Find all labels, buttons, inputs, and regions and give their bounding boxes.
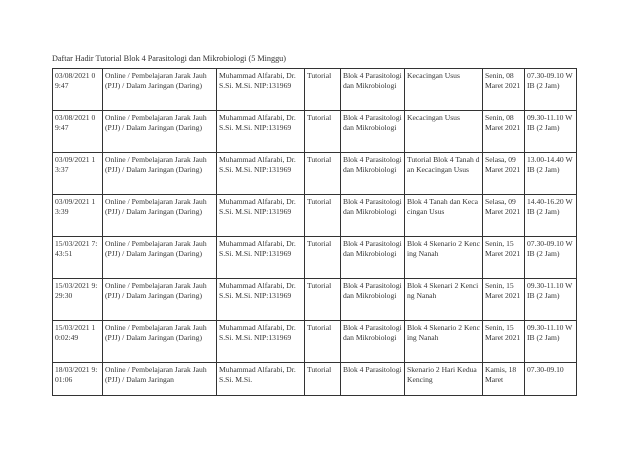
cell-day: Senin, 15 Maret 2021 bbox=[483, 279, 525, 321]
cell-day: Selasa, 09 Maret 2021 bbox=[483, 153, 525, 195]
cell-lecturer: Muhammad Alfarabi, Dr. S.Si. M.Si. bbox=[217, 363, 305, 396]
cell-mode: Online / Pembelajaran Jarak Jauh (PJJ) / Dalam Jaringan (Daring) bbox=[103, 195, 217, 237]
cell-timestamp: 18/03/2021 9:01:06 bbox=[53, 363, 103, 396]
cell-mode: Online / Pembelajaran Jarak Jauh (PJJ) / Dalam Jaringan (Daring) bbox=[103, 69, 217, 111]
cell-type: Tutorial bbox=[305, 195, 341, 237]
cell-block: Blok 4 Parasitologi dan Mikrobiologi bbox=[341, 321, 405, 363]
cell-time: 07.30-09.10 WIB (2 Jam) bbox=[525, 237, 577, 279]
cell-timestamp: 15/03/2021 9:29:30 bbox=[53, 279, 103, 321]
cell-mode: Online / Pembelajaran Jarak Jauh (PJJ) / Dalam Jaringan (Daring) bbox=[103, 237, 217, 279]
table-row bbox=[53, 153, 577, 195]
cell-topic: Kecacingan Usus bbox=[405, 111, 483, 153]
cell-block: Blok 4 Parasitologi dan Mikrobiologi bbox=[341, 279, 405, 321]
table-row bbox=[53, 279, 577, 321]
table-row bbox=[53, 69, 577, 111]
cell-block: Blok 4 Parasitologi dan Mikrobiologi bbox=[341, 69, 405, 111]
cell-block: Blok 4 Parasitologi dan Mikrobiologi bbox=[341, 111, 405, 153]
cell-day: Senin, 15 Maret 2021 bbox=[483, 237, 525, 279]
cell-type: Tutorial bbox=[305, 363, 341, 396]
cell-timestamp: 15/03/2021 10:02:49 bbox=[53, 321, 103, 363]
cell-day: Senin, 08 Maret 2021 bbox=[483, 111, 525, 153]
cell-lecturer: Muhammad Alfarabi, Dr. S.Si. M.Si. NIP:131969 bbox=[217, 153, 305, 195]
cell-topic: Blok 4 Tanah dan Kecacingan Usus bbox=[405, 195, 483, 237]
cell-day: Senin, 15 Maret 2021 bbox=[483, 321, 525, 363]
cell-lecturer: Muhammad Alfarabi, Dr. S.Si. M.Si. NIP:131969 bbox=[217, 195, 305, 237]
table-row bbox=[53, 111, 577, 153]
cell-topic: Tutorial Blok 4 Tanah dan Kecacingan Usus bbox=[405, 153, 483, 195]
cell-lecturer: Muhammad Alfarabi, Dr. S.Si. M.Si. NIP:131969 bbox=[217, 111, 305, 153]
cell-time: 13.00-14.40 WIB (2 Jam) bbox=[525, 153, 577, 195]
cell-timestamp: 03/08/2021 09:47 bbox=[53, 69, 103, 111]
cell-topic: Skenario 2 Hari Kedua Kencing bbox=[405, 363, 483, 396]
cell-type: Tutorial bbox=[305, 111, 341, 153]
cell-topic: Blok 4 Skenario 2 Kencing Nanah bbox=[405, 237, 483, 279]
cell-type: Tutorial bbox=[305, 69, 341, 111]
cell-lecturer: Muhammad Alfarabi, Dr. S.Si. M.Si. NIP:131969 bbox=[217, 279, 305, 321]
cell-time: 07.30-09.10 WIB (2 Jam) bbox=[525, 69, 577, 111]
cell-timestamp: 15/03/2021 7:43:51 bbox=[53, 237, 103, 279]
cell-topic: Blok 4 Skenari 2 Kencing Nanah bbox=[405, 279, 483, 321]
cell-day: Selasa, 09 Maret 2021 bbox=[483, 195, 525, 237]
cell-mode: Online / Pembelajaran Jarak Jauh (PJJ) / Dalam Jaringan (Daring) bbox=[103, 153, 217, 195]
cell-block: Blok 4 Parasitologi dan Mikrobiologi bbox=[341, 153, 405, 195]
cell-time: 09.30-11.10 WIB (2 Jam) bbox=[525, 111, 577, 153]
cell-timestamp: 03/09/2021 13:39 bbox=[53, 195, 103, 237]
cell-type: Tutorial bbox=[305, 321, 341, 363]
cell-time: 07.30-09.10 bbox=[525, 363, 577, 396]
cell-mode: Online / Pembelajaran Jarak Jauh (PJJ) / Dalam Jaringan (Daring) bbox=[103, 279, 217, 321]
cell-lecturer: Muhammad Alfarabi, Dr. S.Si. M.Si. NIP:131969 bbox=[217, 321, 305, 363]
cell-time: 09.30-11.10 WIB (2 Jam) bbox=[525, 279, 577, 321]
cell-time: 14.40-16.20 WIB (2 Jam) bbox=[525, 195, 577, 237]
cell-timestamp: 03/09/2021 13:37 bbox=[53, 153, 103, 195]
cell-topic: Blok 4 Skenario 2 Kencing Nanah bbox=[405, 321, 483, 363]
cell-timestamp: 03/08/2021 09:47 bbox=[53, 111, 103, 153]
cell-time: 09.30-11.10 WIB (2 Jam) bbox=[525, 321, 577, 363]
cell-block: Blok 4 Parasitologi dan Mikrobiologi bbox=[341, 195, 405, 237]
table-row bbox=[53, 363, 577, 396]
cell-day: Senin, 08 Maret 2021 bbox=[483, 69, 525, 111]
cell-day: Kamis, 18 Maret bbox=[483, 363, 525, 396]
document-title: Daftar Hadir Tutorial Blok 4 Parasitologi dan Mikrobiologi (5 Minggu) bbox=[52, 54, 287, 63]
cell-block: Blok 4 Parasitologi bbox=[341, 363, 405, 396]
cell-mode: Online / Pembelajaran Jarak Jauh (PJJ) / Dalam Jaringan (Daring) bbox=[103, 111, 217, 153]
cell-type: Tutorial bbox=[305, 279, 341, 321]
cell-mode: Online / Pembelajaran Jarak Jauh (PJJ) / Dalam Jaringan bbox=[103, 363, 217, 396]
cell-lecturer: Muhammad Alfarabi, Dr. S.Si. M.Si. NIP:131969 bbox=[217, 69, 305, 111]
cell-lecturer: Muhammad Alfarabi, Dr. S.Si. M.Si. NIP:131969 bbox=[217, 237, 305, 279]
table-row bbox=[53, 237, 577, 279]
cell-type: Tutorial bbox=[305, 237, 341, 279]
cell-type: Tutorial bbox=[305, 153, 341, 195]
cell-block: Blok 4 Parasitologi dan Mikrobiologi bbox=[341, 237, 405, 279]
cell-mode: Online / Pembelajaran Jarak Jauh (PJJ) / Dalam Jaringan (Daring) bbox=[103, 321, 217, 363]
table-row bbox=[53, 321, 577, 363]
cell-topic: Kecacingan Usus bbox=[405, 69, 483, 111]
attendance-table bbox=[52, 68, 577, 396]
attendance-rows bbox=[53, 69, 577, 396]
table-row bbox=[53, 195, 577, 237]
